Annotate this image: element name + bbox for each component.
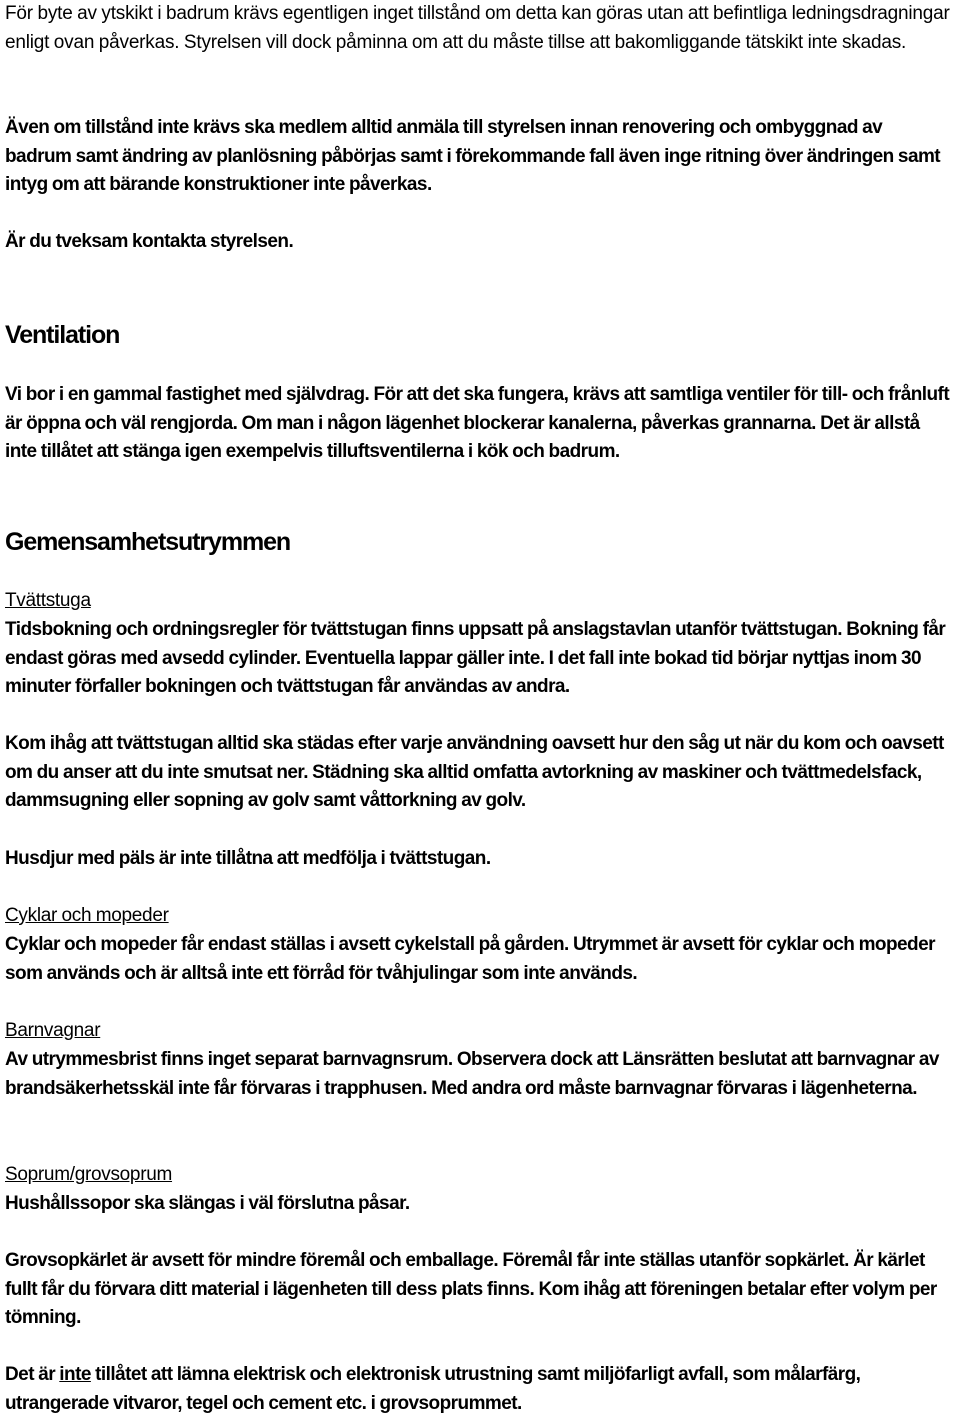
prams-subheading: Barnvagnar [5, 1020, 101, 1041]
waste-p3-emphasis: inte [59, 1364, 91, 1385]
bikes-subheading: Cyklar och mopeder [5, 905, 169, 926]
ventilation-paragraph: Vi bor i en gammal fastighet med självdrag. För att det ska fungera, krävs att samtliga ventiler för till- och frånluft är öppna och väl rengjorda. Om man i någon lägenhet blockerar kanalerna, påverkas grannarna. Det är allstå inte tillåtet att stänga igen exempelvis tilluftsventilerna i kök och badrum. [5, 384, 950, 463]
renovation-paragraph: Även om tillstånd inte krävs ska medlem alltid anmäla till styrelsen innan renovering och ombyggnad av badrum samt ändring av planlösning påbörjas samt i förekommande fall även inge ritning över ändringen samt intyg om att bärande konstruktioner inte påverkas. [5, 117, 941, 196]
waste-p3-start: Det är [5, 1364, 60, 1385]
waste-paragraph-2: Grovsopkärlet är avsett för mindre föremål och emballage. Föremål får inte ställas utanför sopkärlet. Är kärlet fullt får du förvara ditt material i lägenheten till dess plats finns. Kom ihåg att föreningen betalar efter volym per tömning. [5, 1250, 937, 1329]
laundry-paragraph-1: Tidsbokning och ordningsregler för tvättstugan finns uppsatt på anslagstavlan utanför tvättstugan. Bokning får endast göras med avsedd cylinder. Eventuella lappar gäller inte. I det fall inte bokad tid börjar nyttjas inom 30 minuter förfaller bokningen och tvättstugan får användas av andra. [5, 619, 946, 698]
common-areas-heading: Gemensamhetsutrymmen [5, 528, 291, 556]
waste-p3-end: tillåtet att lämna elektrisk och elektronisk utrustning samt miljöfarligt avfall, som målarfärg, utrangerade vitvaror, tegel och cement etc. i grovsoprummet. [5, 1364, 861, 1414]
ventilation-heading: Ventilation [5, 321, 120, 349]
laundry-paragraph-2: Kom ihåg att tvättstugan alltid ska städas efter varje användning oavsett hur den såg ut när du kom och oavsett om du anser att du inte smutsat ner. Städning ska alltid omfatta avtorkning av maskiner och tvättmedelsfack, dammsugning eller sopning av golv samt våttorkning av golv. [5, 733, 944, 812]
laundry-subheading: Tvättstuga [5, 590, 91, 611]
intro-paragraph: För byte av ytskikt i badrum krävs egentligen inget tillstånd om detta kan göras utan att befintliga ledningsdragningar enligt ovan påverkas. Styrelsen vill dock påminna om att du måste tillse att bakomliggande tätskikt inte skadas. [5, 3, 950, 53]
laundry-paragraph-3: Husdjur med päls är inte tillåtna att medfölja i tvättstugan. [5, 848, 491, 869]
contact-line: Är du tveksam kontakta styrelsen. [5, 231, 294, 252]
waste-subheading: Soprum/grovsoprum [5, 1164, 173, 1185]
prams-paragraph: Av utrymmesbrist finns inget separat barnvagnsrum. Observera dock att Länsrätten beslutat att barnvagnar av brandsäkerhetsskäl inte får förvaras i trapphusen. Med andra ord måste barnvagnar förvaras i lägenheterna. [5, 1049, 939, 1099]
waste-paragraph-1: Hushållssopor ska slängas i väl förslutna påsar. [5, 1193, 410, 1214]
bikes-paragraph: Cyklar och mopeder får endast ställas i avsett cykelstall på gården. Utrymmet är avsett för cyklar och mopeder som används och är alltså inte ett förråd för tvåhjulingar som inte används. [5, 934, 935, 984]
waste-paragraph-3 [5, 1361, 950, 1418]
